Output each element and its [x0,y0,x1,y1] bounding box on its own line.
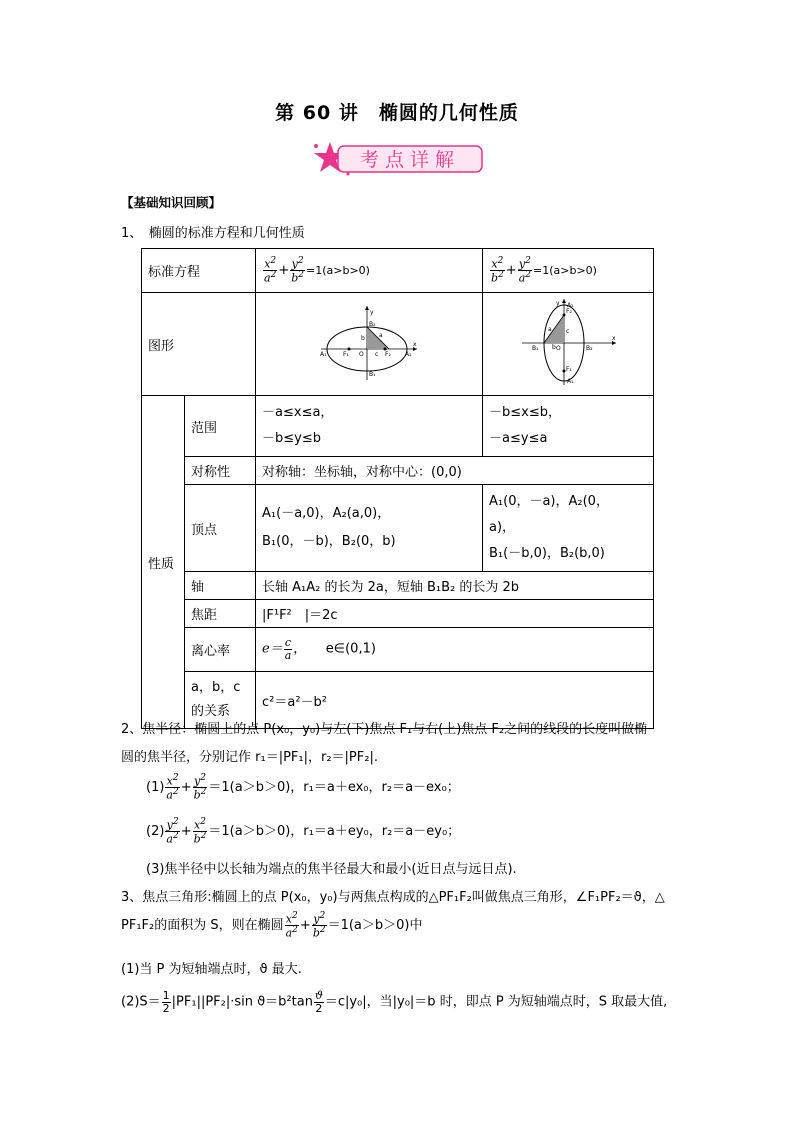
graph-horizontal [256,293,483,396]
banner-graphic [308,138,486,178]
range-b-1: －b≤x≤b， [489,405,561,420]
vertex-a-2: B₁(0，－b)，B₂(0，b) [262,534,396,549]
range-vertical [483,396,654,457]
svg-text:F₁: F₁ [343,351,349,358]
svg-text:c: c [566,328,570,335]
focal-label: 焦距 [185,600,256,628]
focal-value: |F¹F² |＝2c [256,600,654,628]
svg-text:F₁: F₁ [566,366,572,373]
svg-text:y: y [556,300,560,307]
svg-text:O: O [556,345,561,352]
item-3-sub-1: (1)当 P 为短轴端点时，ϑ 最大. [121,962,302,977]
svg-text:a: a [379,332,383,339]
svg-text:A₂: A₂ [567,302,574,309]
svg-text:A₁: A₁ [567,378,574,385]
vertex-b-1: A₁(0，－a)，A₂(0， [489,494,609,509]
vertex-label: 顶点 [185,485,256,572]
svg-text:B₂: B₂ [369,321,376,328]
graph-label: 图形 [142,293,256,396]
svg-text:B₁: B₁ [532,345,539,352]
svg-text:O: O [359,351,364,358]
svg-text:b: b [361,335,365,342]
section-heading: 【基础知识回顾】 [121,195,222,210]
item-3-sub-2: (2)S＝ $\frac{1}{2}$ |PF₁||PF₂|·sin ϑ＝b²tan $\frac{ϑ}{2}$ ＝c|y₀|，当|y₀|＝b 时，即点 P 为短轴端点时，S 取最大值, [121,989,668,1015]
properties-table [141,248,654,729]
vertex-vertical [483,485,654,572]
item-2-sub-1: (1) $\frac{x^2}{a^2}$ + $\frac{y^2}{b^2}$ ＝1(a＞b＞0)，r₁＝a＋ex₀，r₂＝a－ex₀； [146,773,460,802]
range-a-2: －b≤y≤b [262,431,321,446]
vertical-ellipse-figure [518,297,618,387]
symmetry-label: 对称性 [185,457,256,485]
std-eq-vertical: $\frac{x^2}{b^2}$ + $\frac{y^2}{a^2}$ =1(a>b>0) [483,249,654,293]
svg-text:x: x [612,335,616,342]
svg-text:x: x [413,341,417,348]
vertex-b-3: B₁(－b,0)，B₂(b,0) [489,546,605,561]
vertex-b-2: a)， [489,520,516,535]
svg-text:B₂: B₂ [586,345,593,352]
item-2-line-1: 2、焦半径：椭圆上的点 P(x₀，y₀)与左(下)焦点 F₁与右(上)焦点 F₂之间的线段的长度叫做椭 [121,722,648,737]
ecc-value: e＝ $\frac{c}{a}$ ， e∈(0,1) [256,628,654,672]
item-2-sub-2: (2) $\frac{y^2}{a^2}$ + $\frac{x^2}{b^2}$ ＝1(a＞b＞0)，r₁＝a＋ey₀，r₂＝a－ey₀； [146,817,461,846]
svg-text:a: a [548,326,552,333]
range-horizontal [256,396,483,457]
svg-text:b: b [552,344,556,351]
abc-label-1: a，b，c [191,680,241,695]
svg-text:y: y [370,309,374,316]
item-3-line-1: 3、焦点三角形:椭圆上的点 P(x₀，y₀)与两焦点构成的△PF₁F₂叫做焦点三角形，∠F₁PF₂＝ϑ，△ [121,890,665,905]
horizontal-ellipse-figure [319,302,419,382]
svg-text:c: c [375,351,379,358]
svg-text:F₂: F₂ [385,351,391,358]
abc-value: c²＝a²－b² [256,672,654,729]
std-eq-horizontal: $\frac{x^2}{a^2}$ + $\frac{y^2}{b^2}$ =1(a>b>0) [256,249,483,293]
item-2-line-2: 圆的焦半径，分别记作 r₁＝|PF₁|，r₂＝|PF₂|. [121,750,378,765]
range-a-1: －a≤x≤a， [262,405,334,420]
symmetry-value: 对称轴：坐标轴，对称中心：(0,0) [256,457,654,485]
svg-text:B₁: B₁ [369,371,376,378]
svg-text:F₂: F₂ [566,308,572,315]
axis-value: 长轴 A₁A₂ 的长为 2a，短轴 B₁B₂ 的长为 2b [256,572,654,600]
vertex-a-1: A₁(－a,0)，A₂(a,0)， [262,506,391,521]
graph-vertical [483,293,654,396]
star-dot [347,173,350,176]
axis-label: 轴 [185,572,256,600]
item-3-line-2: PF₁F₂的面积为 S，则在椭圆 $\frac{x^2}{a^2}$ + $\frac{y^2}{b^2}$ ＝1(a＞b＞0)中 [121,911,423,940]
page-title: 第 60 讲 椭圆的几何性质 [275,102,519,124]
banner-text: 考点详解 [359,149,461,171]
range-label: 范围 [185,396,256,457]
vertex-horizontal [256,485,483,572]
ecc-label: 离心率 [185,628,256,672]
svg-text:A₂: A₂ [405,351,412,358]
props-label: 性质 [142,396,185,729]
star-dot [314,144,318,148]
abc-label-2: 的关系 [191,704,231,719]
item-1: 1、 椭圆的标准方程和几何性质 [121,226,305,241]
std-eq-label: 标准方程 [142,249,256,293]
svg-text:A₁: A₁ [320,351,327,358]
item-2-sub-3: (3)焦半径中以长轴为端点的焦半径最大和最小(近日点与远日点). [146,862,517,877]
range-b-2: －a≤y≤a [489,431,548,446]
